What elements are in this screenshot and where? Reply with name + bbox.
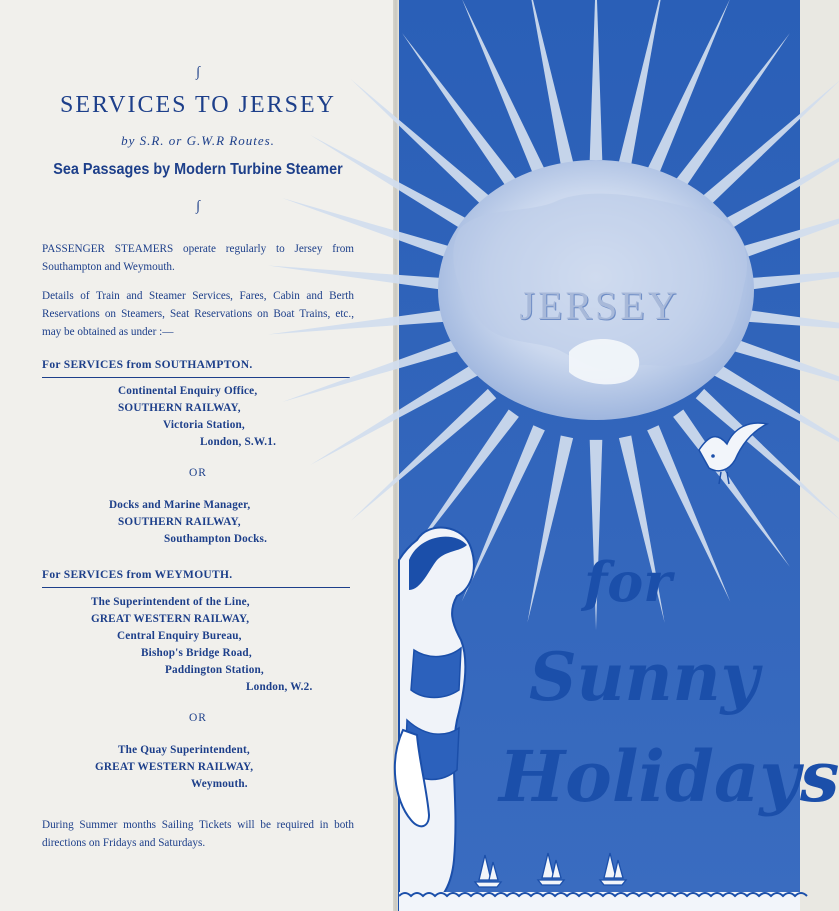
cover-line-sunny: Sunny — [529, 638, 759, 716]
leaflet-subtitle: by S.R. or G.W.R Routes. — [121, 133, 275, 148]
sun-highlight — [569, 339, 639, 384]
leaflet-inner-page — [0, 0, 396, 911]
weymouth-heading-rule — [42, 587, 350, 588]
southampton-heading-rule — [42, 377, 350, 378]
southampton-address-1-line-1: Continental Enquiry Office, — [118, 385, 258, 397]
weymouth-address-2-line-3: Weymouth. — [191, 778, 248, 790]
weymouth-address-1-line-3: Central Enquiry Bureau, — [117, 630, 242, 642]
southampton-address-2-line-3: Southampton Docks. — [164, 533, 268, 545]
footer-note: During Summer months Sailing Tickets will be required in both directions on Fridays and Saturdays. — [42, 819, 354, 849]
weymouth-address-1-line-1: The Superintendent of the Line, — [91, 596, 250, 608]
sea-waves — [399, 892, 807, 911]
weymouth-address-1-line-5: Paddington Station, — [165, 664, 264, 676]
ornament-bottom: ∫ — [196, 199, 200, 214]
weymouth-address-2-line-2: GREAT WESTERN RAILWAY, — [95, 761, 254, 773]
southampton-address-2-line-1: Docks and Marine Manager, — [109, 499, 251, 511]
weymouth-address-1-line-6: London, W.2. — [246, 681, 313, 693]
cover-line-for: for — [584, 550, 672, 614]
cover-page — [399, 0, 839, 911]
leaflet-tagline: Sea Passages by Modern Turbine Steamer — [53, 161, 343, 178]
or-separator-2: OR — [189, 712, 207, 724]
weymouth-heading: For SERVICES from WEYMOUTH. — [42, 569, 233, 581]
weymouth-address-2-line-1: The Quay Superintendent, — [118, 744, 250, 756]
southampton-address-2-line-2: SOUTHERN RAILWAY, — [118, 516, 241, 528]
southampton-address-1-line-2: SOUTHERN RAILWAY, — [118, 402, 241, 414]
weymouth-address-1-line-2: GREAT WESTERN RAILWAY, — [91, 613, 250, 625]
southampton-heading: For SERVICES from SOUTHAMPTON. — [42, 359, 253, 371]
ornament-top: ∫ — [196, 65, 200, 80]
intro-paragraph: PASSENGER STEAMERS operate regularly to Jersey from Southampton and Weymouth. — [42, 243, 354, 273]
or-separator-1: OR — [189, 467, 207, 479]
southampton-address-1-line-4: London, S.W.1. — [200, 436, 277, 448]
cover-line-holidays: Holidays — [499, 735, 839, 818]
leaflet-title: SERVICES TO JERSEY — [60, 92, 336, 118]
weymouth-address-1-line-4: Bishop's Bridge Road, — [141, 647, 252, 659]
cover-island-name: JERSEY — [519, 283, 680, 328]
details-paragraph: Details of Train and Steamer Services, Fares, Cabin and Berth Reservations on Steamers, Seat Reservations on Boat Trains, etc., may be obtained as under :— — [42, 290, 354, 338]
southampton-address-1-line-3: Victoria Station, — [163, 419, 245, 431]
